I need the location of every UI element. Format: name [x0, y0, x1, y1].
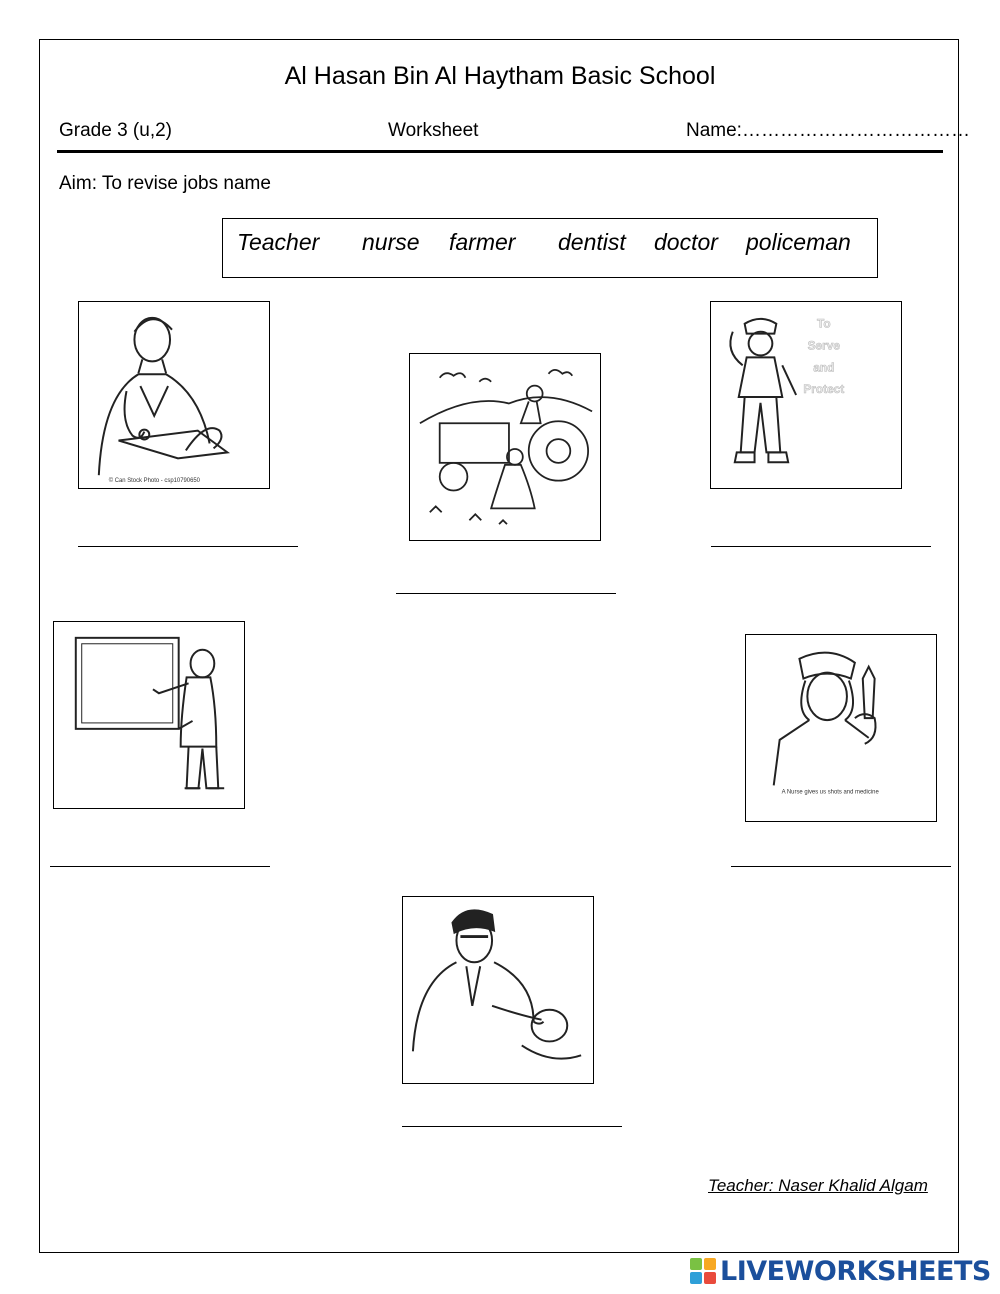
worksheet-label: Worksheet [388, 120, 479, 141]
word-policeman[interactable]: policeman [746, 229, 851, 255]
answer-line-farmer[interactable] [396, 593, 616, 594]
word-dentist[interactable]: dentist [558, 229, 626, 255]
word-bank [222, 218, 878, 278]
answer-line-policeman[interactable] [711, 546, 931, 547]
aim-text: Aim: To revise jobs name [59, 173, 271, 194]
word-farmer[interactable]: farmer [449, 229, 516, 255]
brand-text: LIVEWORKSHEETS [720, 1255, 991, 1287]
police-sign-line4: Protect [803, 382, 845, 397]
word-nurse[interactable]: nurse [362, 229, 420, 255]
nurse-caption: A Nurse gives us shots and medicine [781, 789, 879, 796]
police-sign-line1: To [817, 316, 831, 331]
grade-label: Grade 3 (u,2) [59, 120, 172, 141]
answer-line-teacher[interactable] [50, 866, 270, 867]
liveworksheets-logo [690, 1256, 991, 1286]
police-sign-line3: and [813, 360, 835, 375]
teacher-picture [53, 621, 245, 809]
word-teacher[interactable]: Teacher [237, 229, 320, 255]
dentist-picture [402, 896, 594, 1084]
policeman-picture [710, 301, 902, 489]
answer-line-nurse[interactable] [731, 866, 951, 867]
nurse-picture [745, 634, 937, 822]
police-sign-line2: Serve [807, 338, 840, 353]
teacher-signature: Teacher: Naser Khalid Algam [708, 1176, 928, 1195]
farmer-picture [409, 353, 601, 541]
name-field[interactable]: Name:……………………………… [686, 120, 970, 141]
header-rule [57, 150, 943, 153]
word-doctor[interactable]: doctor [654, 229, 718, 255]
liveworksheets-icon [690, 1258, 716, 1284]
answer-line-dentist[interactable] [402, 1126, 622, 1127]
doctor-picture [78, 301, 270, 489]
doctor-caption: © Can Stock Photo - csp10790650 [108, 478, 200, 485]
answer-line-doctor[interactable] [78, 546, 298, 547]
school-title: Al Hasan Bin Al Haytham Basic School [284, 62, 716, 90]
